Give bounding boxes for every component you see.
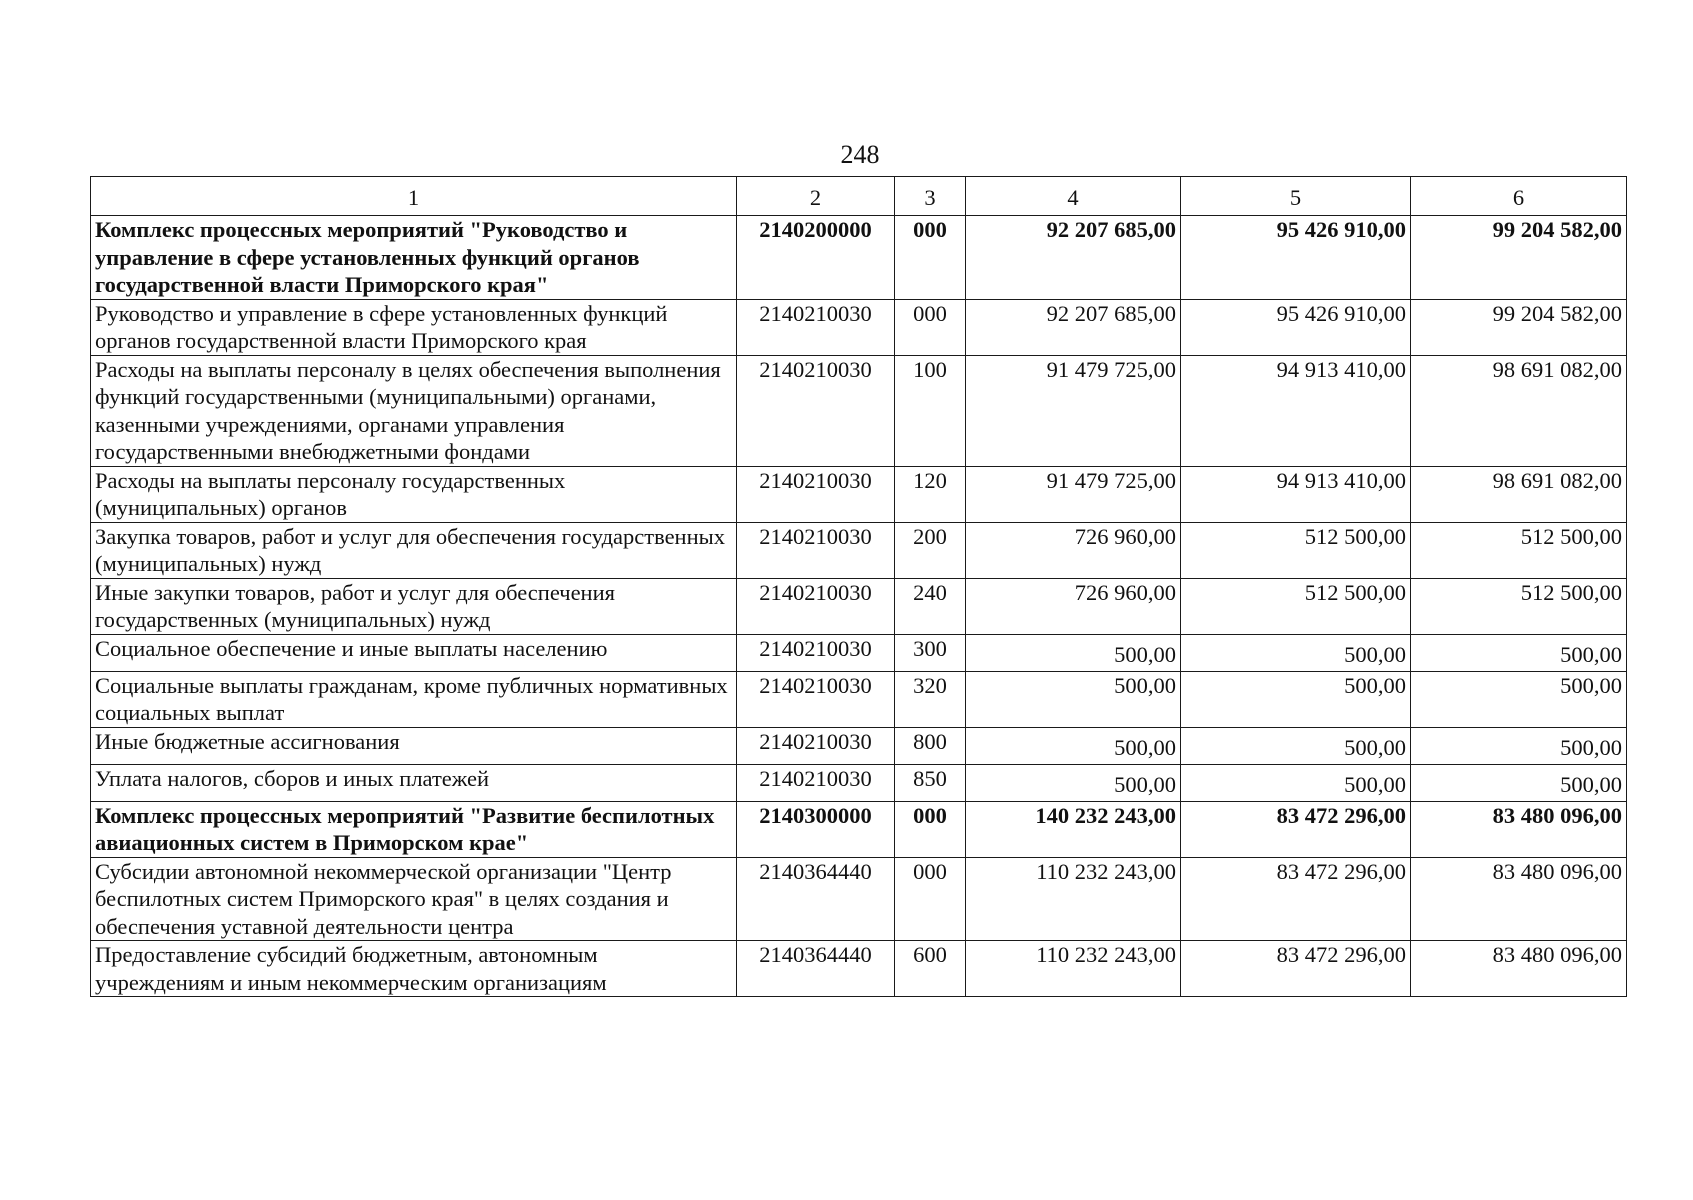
row-amount-cell-2: 500,00 xyxy=(1181,671,1411,727)
row-code-cell: 2140210030 xyxy=(737,671,895,727)
row-code-cell: 2140210030 xyxy=(737,764,895,801)
row-code-cell: 2140210030 xyxy=(737,578,895,634)
row-name-cell: Субсидии автономной некоммерческой организации "Центр беспилотных систем Приморского края" в целях создания и обеспечения уставной деятельности центра xyxy=(91,857,737,941)
row-amount-cell-3: 83 480 096,00 xyxy=(1411,941,1627,997)
table-row xyxy=(91,857,1627,941)
row-amount-cell-1: 92 207 685,00 xyxy=(966,299,1181,355)
row-amount-cell-3: 500,00 xyxy=(1411,727,1627,764)
row-name-cell: Расходы на выплаты персоналу в целях обеспечения выполнения функций государственными (муниципальными) органами, казенными учреждениями, органами управления государственными внебюджетными фондами xyxy=(91,355,737,466)
row-expense-type-cell: 000 xyxy=(895,216,966,300)
row-expense-type-cell: 100 xyxy=(895,355,966,466)
row-amount-cell-3: 99 204 582,00 xyxy=(1411,299,1627,355)
row-code-cell: 2140364440 xyxy=(737,857,895,941)
row-name-cell: Социальное обеспечение и иные выплаты населению xyxy=(91,634,737,671)
row-code-cell: 2140210030 xyxy=(737,355,895,466)
row-amount-cell-2: 94 913 410,00 xyxy=(1181,466,1411,522)
row-amount-cell-3: 99 204 582,00 xyxy=(1411,216,1627,300)
row-name-cell: Комплекс процессных мероприятий "Руководство и управление в сфере установленных функций органов государственной власти Приморского края" xyxy=(91,216,737,300)
table-row xyxy=(91,216,1627,300)
row-amount-cell-3: 512 500,00 xyxy=(1411,578,1627,634)
row-name-cell: Иные бюджетные ассигнования xyxy=(91,727,737,764)
column-header-4: 4 xyxy=(966,177,1181,216)
row-name-cell: Социальные выплаты гражданам, кроме публичных нормативных социальных выплат xyxy=(91,671,737,727)
row-amount-cell-3: 98 691 082,00 xyxy=(1411,355,1627,466)
row-amount-cell-1: 726 960,00 xyxy=(966,522,1181,578)
row-amount-cell-3: 500,00 xyxy=(1411,764,1627,801)
column-header-3: 3 xyxy=(895,177,966,216)
table-row xyxy=(91,801,1627,857)
row-amount-cell-2: 95 426 910,00 xyxy=(1181,299,1411,355)
row-expense-type-cell: 320 xyxy=(895,671,966,727)
row-amount-cell-1: 91 479 725,00 xyxy=(966,466,1181,522)
row-amount-cell-1: 500,00 xyxy=(966,634,1181,671)
table-body xyxy=(91,216,1627,997)
row-expense-type-cell: 800 xyxy=(895,727,966,764)
row-code-cell: 2140200000 xyxy=(737,216,895,300)
row-amount-cell-2: 500,00 xyxy=(1181,727,1411,764)
row-amount-cell-2: 83 472 296,00 xyxy=(1181,941,1411,997)
row-amount-cell-1: 726 960,00 xyxy=(966,578,1181,634)
table-row xyxy=(91,299,1627,355)
row-amount-cell-2: 94 913 410,00 xyxy=(1181,355,1411,466)
row-amount-cell-1: 92 207 685,00 xyxy=(966,216,1181,300)
row-amount-cell-2: 95 426 910,00 xyxy=(1181,216,1411,300)
row-code-cell: 2140210030 xyxy=(737,634,895,671)
table-row xyxy=(91,634,1627,671)
row-expense-type-cell: 300 xyxy=(895,634,966,671)
table-row xyxy=(91,727,1627,764)
table-row xyxy=(91,355,1627,466)
column-header-2: 2 xyxy=(737,177,895,216)
row-name-cell: Закупка товаров, работ и услуг для обеспечения государственных (муниципальных) нужд xyxy=(91,522,737,578)
row-name-cell: Предоставление субсидий бюджетным, автономным учреждениям и иным некоммерческим организациям xyxy=(91,941,737,997)
table-row xyxy=(91,941,1627,997)
row-amount-cell-2: 512 500,00 xyxy=(1181,578,1411,634)
row-amount-cell-3: 500,00 xyxy=(1411,671,1627,727)
row-expense-type-cell: 120 xyxy=(895,466,966,522)
row-code-cell: 2140210030 xyxy=(737,727,895,764)
row-amount-cell-2: 83 472 296,00 xyxy=(1181,801,1411,857)
row-code-cell: 2140210030 xyxy=(737,466,895,522)
row-amount-cell-3: 500,00 xyxy=(1411,634,1627,671)
row-code-cell: 2140210030 xyxy=(737,299,895,355)
column-header-5: 5 xyxy=(1181,177,1411,216)
table-row xyxy=(91,522,1627,578)
row-amount-cell-3: 83 480 096,00 xyxy=(1411,857,1627,941)
row-name-cell: Расходы на выплаты персоналу государственных (муниципальных) органов xyxy=(91,466,737,522)
table-row xyxy=(91,764,1627,801)
row-amount-cell-1: 500,00 xyxy=(966,764,1181,801)
row-amount-cell-1: 91 479 725,00 xyxy=(966,355,1181,466)
table-row xyxy=(91,466,1627,522)
row-name-cell: Иные закупки товаров, работ и услуг для обеспечения государственных (муниципальных) нужд xyxy=(91,578,737,634)
row-amount-cell-2: 83 472 296,00 xyxy=(1181,857,1411,941)
table-header-row xyxy=(91,177,1627,216)
row-code-cell: 2140364440 xyxy=(737,941,895,997)
row-code-cell: 2140210030 xyxy=(737,522,895,578)
row-amount-cell-1: 110 232 243,00 xyxy=(966,941,1181,997)
table-row xyxy=(91,578,1627,634)
row-amount-cell-1: 140 232 243,00 xyxy=(966,801,1181,857)
row-expense-type-cell: 240 xyxy=(895,578,966,634)
column-header-1: 1 xyxy=(91,177,737,216)
row-amount-cell-3: 98 691 082,00 xyxy=(1411,466,1627,522)
row-amount-cell-1: 110 232 243,00 xyxy=(966,857,1181,941)
row-amount-cell-2: 500,00 xyxy=(1181,764,1411,801)
page-number: 248 xyxy=(840,140,880,169)
row-amount-cell-3: 83 480 096,00 xyxy=(1411,801,1627,857)
row-amount-cell-2: 500,00 xyxy=(1181,634,1411,671)
budget-table xyxy=(90,176,1627,997)
table-row xyxy=(91,671,1627,727)
row-expense-type-cell: 600 xyxy=(895,941,966,997)
column-header-6: 6 xyxy=(1411,177,1627,216)
row-expense-type-cell: 000 xyxy=(895,299,966,355)
row-name-cell: Комплекс процессных мероприятий "Развитие беспилотных авиационных систем в Приморском крае" xyxy=(91,801,737,857)
row-expense-type-cell: 000 xyxy=(895,801,966,857)
row-name-cell: Руководство и управление в сфере установленных функций органов государственной власти Приморского края xyxy=(91,299,737,355)
row-name-cell: Уплата налогов, сборов и иных платежей xyxy=(91,764,737,801)
row-amount-cell-3: 512 500,00 xyxy=(1411,522,1627,578)
row-expense-type-cell: 000 xyxy=(895,857,966,941)
row-amount-cell-1: 500,00 xyxy=(966,727,1181,764)
row-amount-cell-1: 500,00 xyxy=(966,671,1181,727)
row-expense-type-cell: 200 xyxy=(895,522,966,578)
row-code-cell: 2140300000 xyxy=(737,801,895,857)
row-expense-type-cell: 850 xyxy=(895,764,966,801)
row-amount-cell-2: 512 500,00 xyxy=(1181,522,1411,578)
